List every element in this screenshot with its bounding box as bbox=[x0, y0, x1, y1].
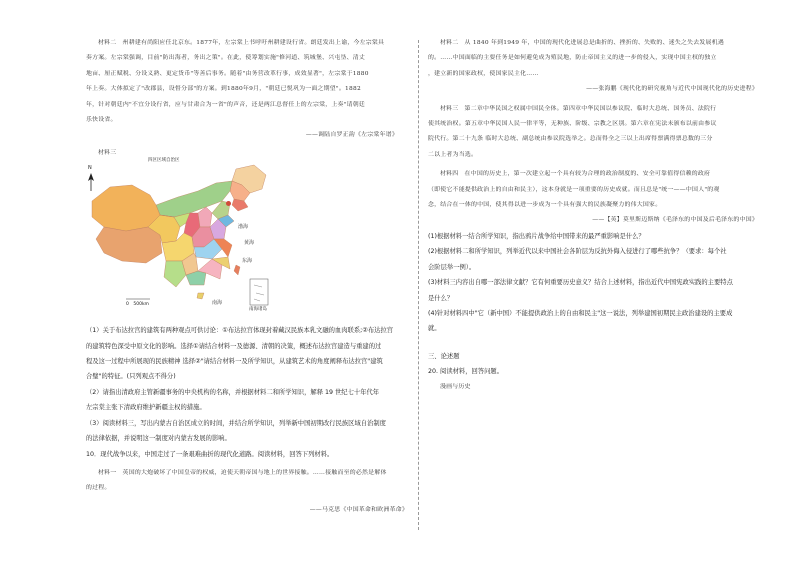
sea-label: 东海 bbox=[242, 258, 253, 265]
text-line: 年，针对朝廷内"不宜分设行省，应与甘肃合为一省"的声音，还是两江总督任上的左宗棠，上奏"请朝廷 bbox=[86, 101, 366, 108]
text-line: 乐快设省。 bbox=[86, 117, 117, 124]
text-line: ，建立新的国家政权，使国家民主化…… bbox=[428, 70, 539, 77]
text-line: 的。……中国面临的主要任务是如何避免成为殖民地，防止帝国主义的进一步的侵入，实现中国主权的独立 bbox=[428, 55, 717, 62]
scale-label: 0 500km bbox=[126, 302, 149, 308]
text-line: 使其统治权。第五章中华民国人民一律平等，无种族、阶级、宗教之区别。第六章在宪法未颁布以前由参议 bbox=[428, 121, 717, 128]
question-line: (4)针对材料四中"它（新中国）不能提供政治上的自由和民主"这一说法，列举建国初期民主政治建设的主要成 bbox=[428, 309, 733, 317]
column-divider bbox=[418, 40, 419, 530]
china-map-graphic bbox=[86, 161, 286, 311]
question-line: 的法律依据，并说明这一制度对内蒙古发展的影响。 bbox=[86, 435, 231, 443]
sea-label: 渤海 bbox=[238, 224, 249, 231]
china-map-figure bbox=[86, 158, 286, 313]
question-line: 程及这一过程中所展现的民族精神 选择②"请结合材料一及所学知识，从建筑艺术的角度阐释布达拉宫"建筑 bbox=[86, 358, 383, 366]
question-line: （1）关于布达拉宫的建筑有两种观点可供讨论：①布达拉宫体现封着藏汉民族本乳文融的血肉联系;②布达拉宫 bbox=[86, 327, 394, 335]
left-questions bbox=[86, 323, 408, 518]
question-line: (2)根据材料二和所学知识，列举近代以来中国社会各阶层为反抗外侮入侵进行了哪些抗争？（要求：每个社 bbox=[428, 248, 727, 256]
text-line: 二以上者为当选。 bbox=[428, 151, 478, 158]
text-line: 材料二 州耕建有尚阳应任北京东。1877年，左宗棠上书呼吁州耕建设行省。朗廷发出上谕，今左宗棠具 bbox=[98, 40, 385, 46]
material-1-line: 材料一 英国的大炮破坏了中国皇帝的权威，迫使天朝帝国与地上的世界接触。……接触而至的必然是解体 bbox=[98, 469, 387, 476]
question-10-prompt: 10．现代战争以来，中国走过了一条艰难曲折的现代化道路。阅读材料，回答下列材料。 bbox=[86, 450, 334, 458]
source-citation: ——马克思《中国革命和欧洲革命》 bbox=[309, 506, 408, 513]
question-line: 的建筑特色深受中原文化的影响。选择①请结合材料一及德源、清朝的决策，概述布达拉宫建造与重建的过 bbox=[86, 342, 382, 350]
sea-label: 黄海 bbox=[244, 240, 255, 247]
material-1-line: 的过程。 bbox=[86, 485, 111, 492]
text-line: 地亩、厘正赋税、分设义熟、更定货币"等善后事务。随着"由务营改革行事，成效显著"，左宗棠于1880 bbox=[86, 70, 369, 77]
question-line: (1)根据材料一结合所学知识，指出鸦片战争给中国带来的最严重影响是什么？ bbox=[428, 232, 645, 240]
material-4-right bbox=[428, 167, 758, 229]
material-2-right bbox=[428, 36, 758, 98]
text-line: （即使它不能提供政治上的自由和民主），这本身就是一项重要的历史成就。而且总是"统一——中国人"的观 bbox=[428, 186, 720, 193]
material-2-left bbox=[86, 36, 408, 144]
north-label: N bbox=[88, 165, 92, 172]
question-line: (3)材料三内容出自哪一部法律文献？它有何重要历史意义？结合上述材料，指出近代中国宪政实践的主要特点 bbox=[428, 279, 733, 287]
right-column bbox=[428, 36, 758, 395]
question-line: （2）请指出清政府主管新疆事务的中央机构的名称，并根据材料二和所学知识，解释 19 世纪七十年代年 bbox=[86, 388, 380, 396]
material-3-right bbox=[428, 102, 758, 164]
text-line: 年上奏。大体拟定了"改郡县，设督分部"的方案。到1880年9月，"朝廷已悦巩为一面之期望"。1882 bbox=[86, 86, 362, 93]
question-line: 合璧"的特征。(只列观点不得分) bbox=[86, 373, 176, 381]
text-line: 材料二 从 1840 年到1949 年，中国的现代化进展总是曲折的、挫折的、失败的、迷失之失去发展机遇 bbox=[440, 40, 724, 46]
text-line: 奏方案。左宗棠强调，目前"防出海者，务出之策"。在此，使筹划实施"修河道、筑城堡、兴屯垦、清丈 bbox=[86, 55, 366, 62]
left-column bbox=[86, 36, 408, 518]
sea-label: 南海 bbox=[212, 300, 223, 307]
text-line: 材料三 第二章中华民国之权属中国民全体。第四章中华民国以参议院、临时大总统、国务员、法院行 bbox=[440, 105, 717, 112]
source-citation: ——调陆自罗正韵《左宗棠年谱》 bbox=[305, 132, 398, 139]
text-line: 材料四 在中国的历史上，第一次建立起一个具有较为合理的政治制度的、安全可靠值得信赖的政府 bbox=[440, 171, 711, 178]
question-line: 是什么？ bbox=[428, 294, 454, 302]
text-line: 院代行。第二十九条 临时大总统、副总统由参议院选举之。总而得全之三以上出席得票满得票总数的三分 bbox=[428, 136, 713, 143]
question-line: 会阶层举一例）。 bbox=[428, 263, 476, 271]
question-20-prompt: 20. 阅读材料，回答问题。 bbox=[428, 368, 503, 376]
question-line: 左宗棠主张下清政府维护新疆主权的措施。 bbox=[86, 404, 206, 412]
right-questions bbox=[428, 229, 758, 337]
map-title: 四区区域自治区 bbox=[148, 158, 180, 164]
material-3-label: 材料三 bbox=[98, 149, 117, 156]
source-citation: ——张海鹏《现代化的研究视角与近代中国现代化的历史进程》 bbox=[586, 86, 758, 93]
section-heading: 三、论述题 bbox=[428, 352, 460, 360]
question-line: （3）阅读材料三，写出内蒙古自治区成立的时间，并结合所学知识，列举新中国初期改行民族区域自治制度 bbox=[86, 419, 386, 427]
source-citation: ——【英】莫里斯迈斯纳《毛泽东的中国及后毛泽东的中国》 bbox=[592, 217, 758, 224]
question-20-subtitle: 漫画与历史 bbox=[440, 383, 471, 390]
inset-label: 南海诸岛 bbox=[249, 307, 267, 313]
text-line: 念，结合在一体的中国，使其得以进一步成为一个具有强大的民族凝聚力的伟大国家。 bbox=[428, 202, 662, 209]
question-line: 就。 bbox=[428, 325, 441, 333]
